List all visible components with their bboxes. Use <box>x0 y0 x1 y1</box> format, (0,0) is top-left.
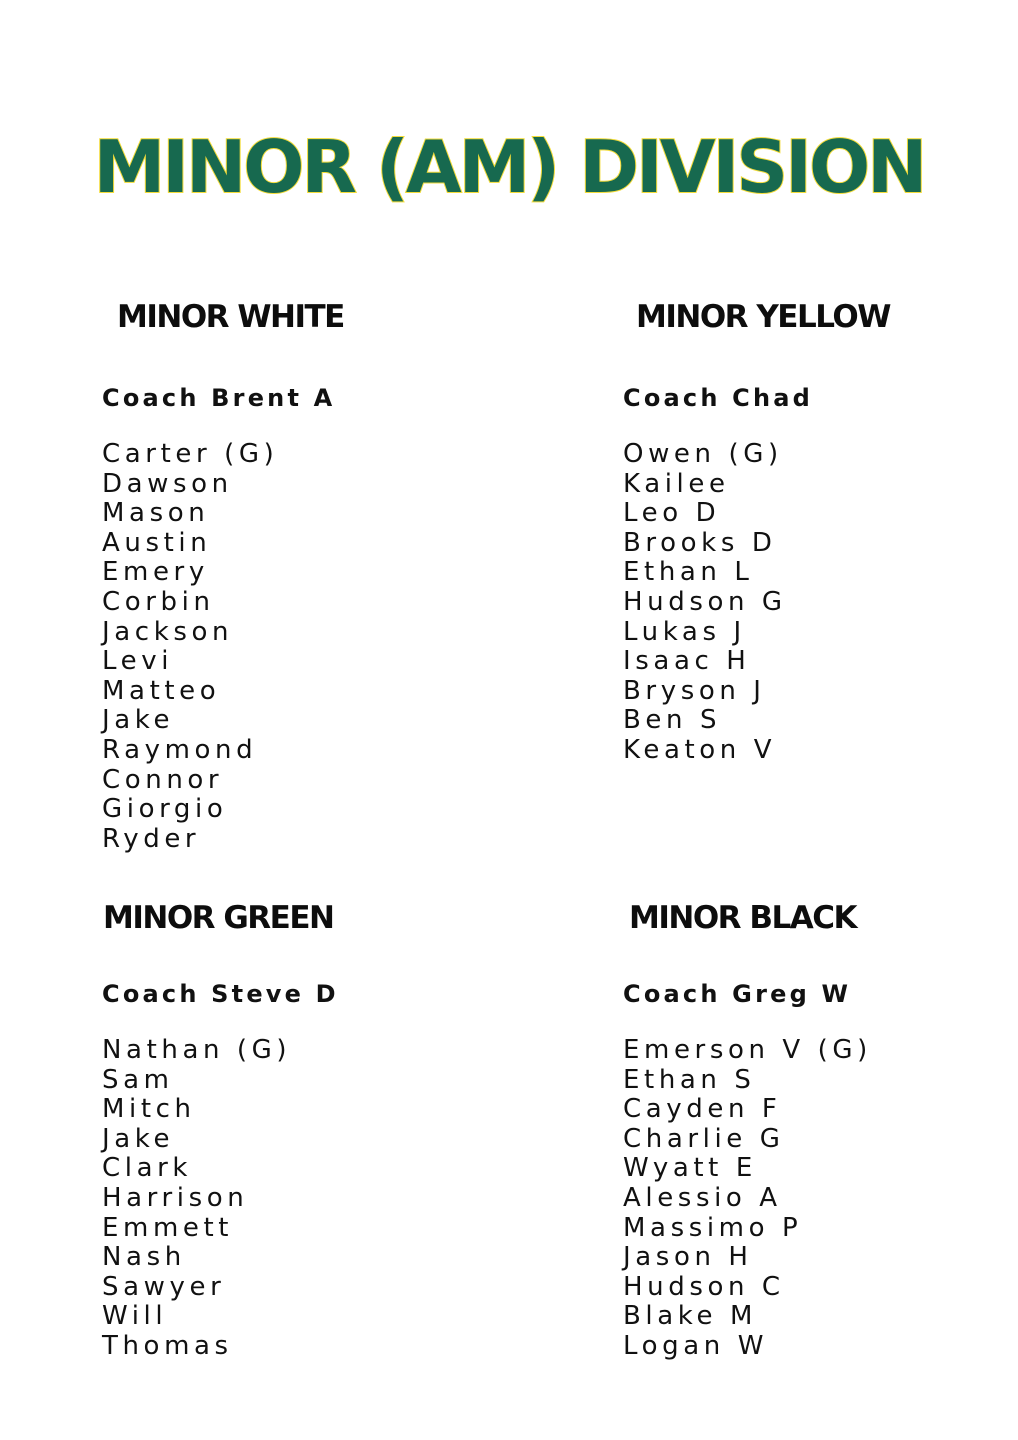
team-heading: MINOR WHITE <box>117 299 344 335</box>
player-item: Dawson <box>102 468 233 499</box>
player-item: Harrison <box>102 1182 249 1213</box>
player-item: Levi <box>102 646 174 677</box>
page-title: MINOR (AM) DIVISION <box>93 125 925 209</box>
player-item: Austin <box>102 527 212 558</box>
roster-list <box>623 440 787 766</box>
player-item: Logan W <box>623 1330 769 1361</box>
player-item: Jake <box>102 1123 175 1154</box>
player-item: Cayden F <box>623 1094 782 1125</box>
player-item: Matteo <box>102 675 221 706</box>
roster-list <box>102 440 278 854</box>
player-item: Hudson G <box>623 586 787 617</box>
player-item: Emerson V (G) <box>623 1035 872 1065</box>
player-item: Raymond <box>102 734 258 765</box>
player-item: Ethan S <box>623 1064 756 1095</box>
player-item: Lukas J <box>623 616 746 647</box>
player-item: Emmett <box>102 1212 234 1243</box>
player-item: Thomas <box>102 1330 233 1361</box>
player-item: Emery <box>102 557 209 588</box>
player-item: Blake M <box>623 1301 758 1332</box>
player-item: Leo D <box>623 498 721 529</box>
player-item: Sawyer <box>102 1271 226 1302</box>
team-heading: MINOR GREEN <box>103 900 334 936</box>
player-item: Ethan L <box>623 557 754 588</box>
player-item: Brooks D <box>623 527 777 558</box>
roster-list <box>102 1036 291 1362</box>
player-item: Sam <box>102 1064 174 1095</box>
player-item: Giorgio <box>102 794 228 825</box>
player-item: Charlie G <box>623 1123 785 1154</box>
player-item: Mitch <box>102 1094 196 1125</box>
player-item: Jason H <box>623 1242 753 1273</box>
player-item: Jake <box>102 705 175 736</box>
player-item: Keaton V <box>623 734 777 765</box>
player-item: Hudson C <box>623 1271 785 1302</box>
team-heading: MINOR BLACK <box>629 900 856 936</box>
player-item: Corbin <box>102 586 215 617</box>
coach-name: Coach Chad <box>623 384 814 412</box>
player-item: Ben S <box>623 705 722 736</box>
player-item: Isaac H <box>623 646 751 677</box>
team-heading: MINOR YELLOW <box>636 299 890 335</box>
player-item: Wyatt E <box>623 1153 757 1184</box>
player-item: Connor <box>102 764 224 795</box>
player-item: Ryder <box>102 823 201 854</box>
player-item: Owen (G) <box>623 439 783 469</box>
player-item: Bryson J <box>623 675 766 706</box>
player-item: Massimo P <box>623 1212 803 1243</box>
player-item: Will <box>102 1301 168 1332</box>
player-item: Jackson <box>102 616 234 647</box>
roster-list <box>623 1036 872 1362</box>
coach-name: Coach Brent A <box>102 384 336 412</box>
player-item: Clark <box>102 1153 193 1184</box>
player-item: Kailee <box>623 468 730 499</box>
player-item: Carter (G) <box>102 439 279 469</box>
coach-name: Coach Greg W <box>623 980 852 1008</box>
coach-name: Coach Steve D <box>102 980 339 1008</box>
player-item: Nash <box>102 1242 186 1273</box>
player-item: Nathan (G) <box>102 1035 292 1065</box>
player-item: Alessio A <box>623 1182 782 1213</box>
player-item: Mason <box>102 498 210 529</box>
